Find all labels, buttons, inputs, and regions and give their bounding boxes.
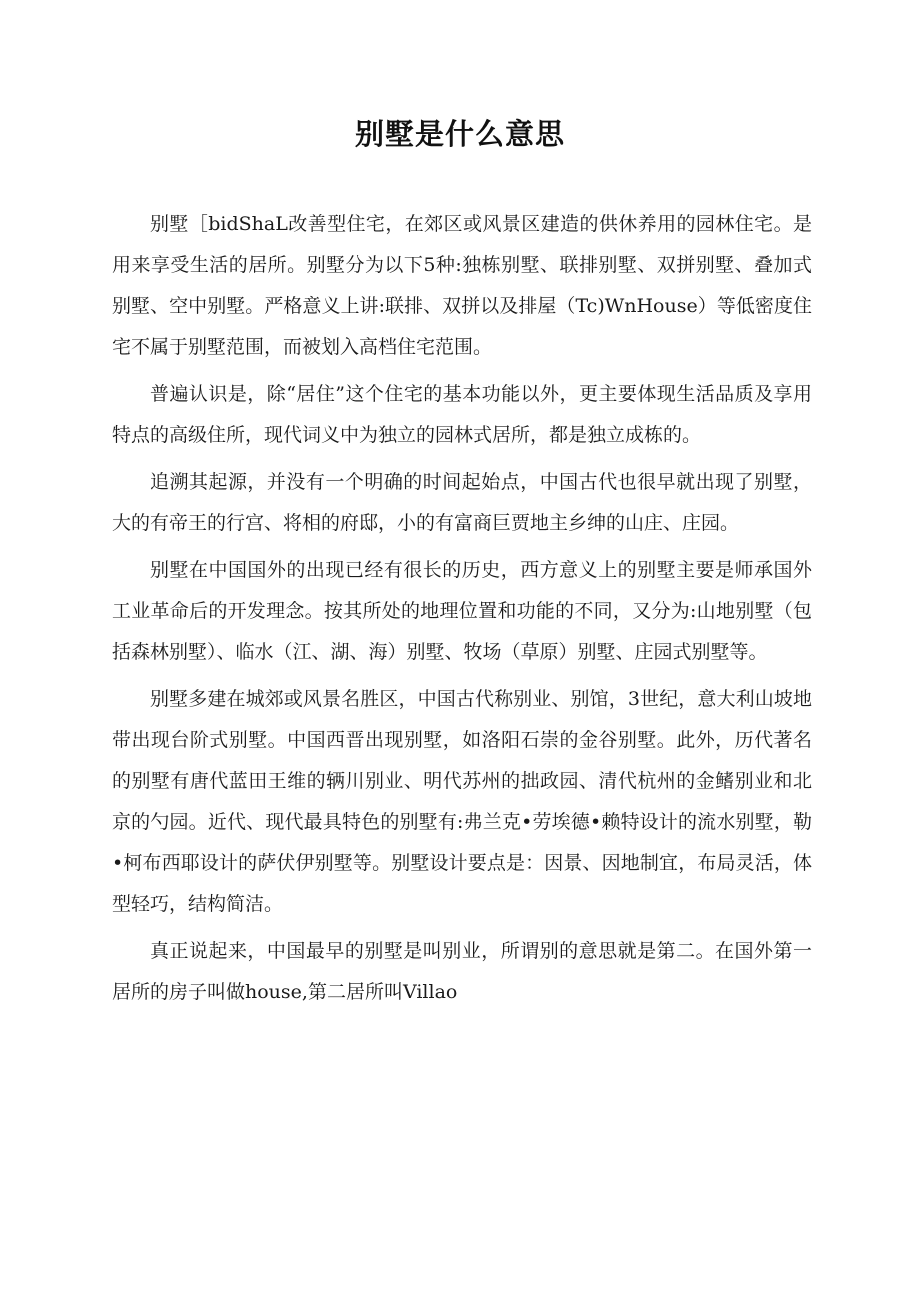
document-body xyxy=(112,204,812,1019)
paragraph-foreign-history: 别墅在中国国外的出现已经有很长的历史，西方意义上的别墅主要是师承国外工业革命后的开发理念。按其所处的地理位置和功能的不同，又分为:山地别墅（包括森林别墅）、临水（江、湖、海）别墅、牧场（草原）别墅、庄园式别墅等。 xyxy=(112,559,812,663)
document-title: 别墅是什么意思 xyxy=(354,117,565,151)
paragraph-bieye-meaning: 真正说起来，中国最早的别墅是叫别业，所谓别的意思就是第二。在国外第一居所的房子叫做house,第二居所叫Villao xyxy=(112,940,812,1003)
paragraph-locations-and-examples: 别墅多建在城郊或风景名胜区，中国古代称别业、别馆，3世纪，意大利山坡地带出现台阶式别墅。中国西晋出现别墅，如洛阳石崇的金谷别墅。此外，历代著名的别墅有唐代蓝田王维的辆川别业、明代苏州的拙政园、清代杭州的金鳍别业和北京的勺园。近代、现代最具特色的别墅有:弗兰克•劳埃德•赖特设计的流水别墅，勒•柯布西耶设计的萨伏伊别墅等。别墅设计要点是：因景、因地制宜，布局灵活，体型轻巧，结构简洁。 xyxy=(112,688,812,915)
paragraph-origin: 追溯其起源，并没有一个明确的时间起始点，中国古代也很早就出现了别墅，大的有帝王的行宫、将相的府邸，小的有富商巨贾地主乡绅的山庄、庄园。 xyxy=(112,471,812,534)
paragraph-general-understanding: 普遍认识是，除“居住”这个住宅的基本功能以外，更主要体现生活品质及享用特点的高级住所，现代词义中为独立的园林式居所，都是独立成栋的。 xyxy=(112,383,812,446)
paragraph-definition: 别墅［bidShaL改善型住宅，在郊区或风景区建造的供休养用的园林住宅。是用来享受生活的居所。别墅分为以下5种:独栋别墅、联排别墅、双拼别墅、叠加式别墅、空中别墅。严格意义上讲:联排、双拼以及排屋（Tc)WnHouse）等低密度住宅不属于别墅范围，而被划入高档住宅范围。 xyxy=(112,213,812,358)
